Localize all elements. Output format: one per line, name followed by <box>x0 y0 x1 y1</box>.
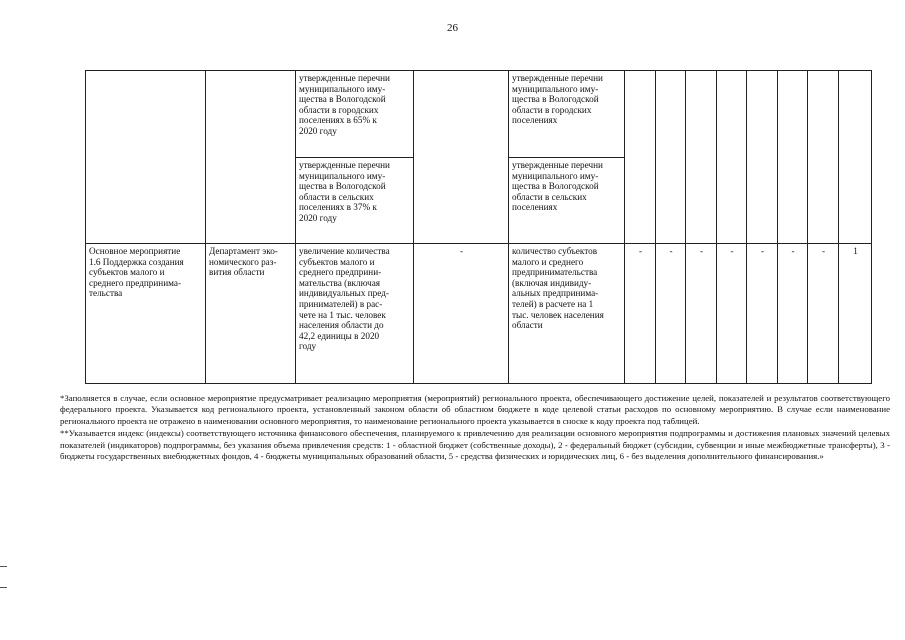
result-cell: утвержденные перечни муниципального иму- щества в Вологодской области в сельских поселениях в 37% к 2020 году <box>296 158 414 244</box>
indicator-cell: количество субъектов малого и среднего предпринимательства (включая индивиду- альных предпринима- телей) в расчете на 1 тыс. человек населения области <box>509 244 625 384</box>
finance-cell: - <box>686 244 717 384</box>
project-code-cell <box>414 71 509 244</box>
page-number: 26 <box>447 22 458 34</box>
finance-cell <box>717 71 747 244</box>
result-cell: утвержденные перечни муниципального иму- щества в Вологодской области в городских поселениях в 65% к 2020 году <box>296 71 414 158</box>
finance-cell <box>778 71 808 244</box>
finance-cell <box>625 71 656 244</box>
measures-table <box>85 70 872 384</box>
finance-cell <box>839 71 872 244</box>
indicator-cell: утвержденные перечни муниципального иму- щества в Вологодской области в сельских поселениях <box>509 158 625 244</box>
finance-cell <box>656 71 686 244</box>
executor-cell: Департамент эко- номического раз- вития области <box>206 244 296 384</box>
table-row <box>86 71 872 158</box>
finance-cell: - <box>778 244 808 384</box>
finance-cell: 1 <box>839 244 872 384</box>
scan-edge-mark <box>0 587 7 588</box>
footnotes <box>60 393 890 462</box>
table-row <box>86 244 872 384</box>
finance-cell: - <box>625 244 656 384</box>
finance-cell <box>747 71 778 244</box>
footnote-double-asterisk: **Указывается индекс (индексы) соответствующего источника финансового обеспечения, планируемого к привлечению для реализации основного мероприятия подпрограммы и достижения плановых значений целевых показателей (индикаторов) подпрограммы, без указания объема привлечения средств: 1 - областной бюджет (собственные доходы), 2 - федеральный бюджет (субсидии, субвенции и иные межбюджетные трансферты), 3 - бюджеты государственных внебюджетных фондов, 4 - бюджеты муниципальных образований области, 5 - средства физических и юридических лиц, 6 - без выделения дополнительного финансирования.» <box>60 428 890 462</box>
project-code-cell: - <box>414 244 509 384</box>
finance-cell: - <box>717 244 747 384</box>
event-cell: Основное мероприятие 1.6 Поддержка создания субъектов малого и среднего предпринима- тельства <box>86 244 206 384</box>
finance-cell: - <box>747 244 778 384</box>
finance-cell: - <box>656 244 686 384</box>
finance-cell: - <box>808 244 839 384</box>
finance-cell <box>808 71 839 244</box>
footnote-single-asterisk: *Заполняется в случае, если основное мероприятие предусматривает реализацию мероприятия (мероприятий) регионального проекта, обеспечивающего достижение целей, показателей и результатов соответствующего федерального проекта. Указывается код регионального проекта, установленный законом области об областном бюджете в коде целевой статьи расходов по основному мероприятию. В случае если наименование регионального проекта не отражено в наименовании основного мероприятия, то наименование регионального проекта указывается в сноске к коду проекта под таблицей. <box>60 393 890 426</box>
finance-cell <box>686 71 717 244</box>
executor-cell <box>206 71 296 244</box>
indicator-cell: утвержденные перечни муниципального иму- щества в Вологодской области в городских поселениях <box>509 71 625 158</box>
event-cell <box>86 71 206 244</box>
scan-edge-mark <box>0 566 7 567</box>
result-cell: увеличение количества субъектов малого и среднего предприни- мательства (включая индивидуальных пред- принимателей) в рас- чете на 1 тыс. человек населения области до 42,2 единицы в 2020 году <box>296 244 414 384</box>
